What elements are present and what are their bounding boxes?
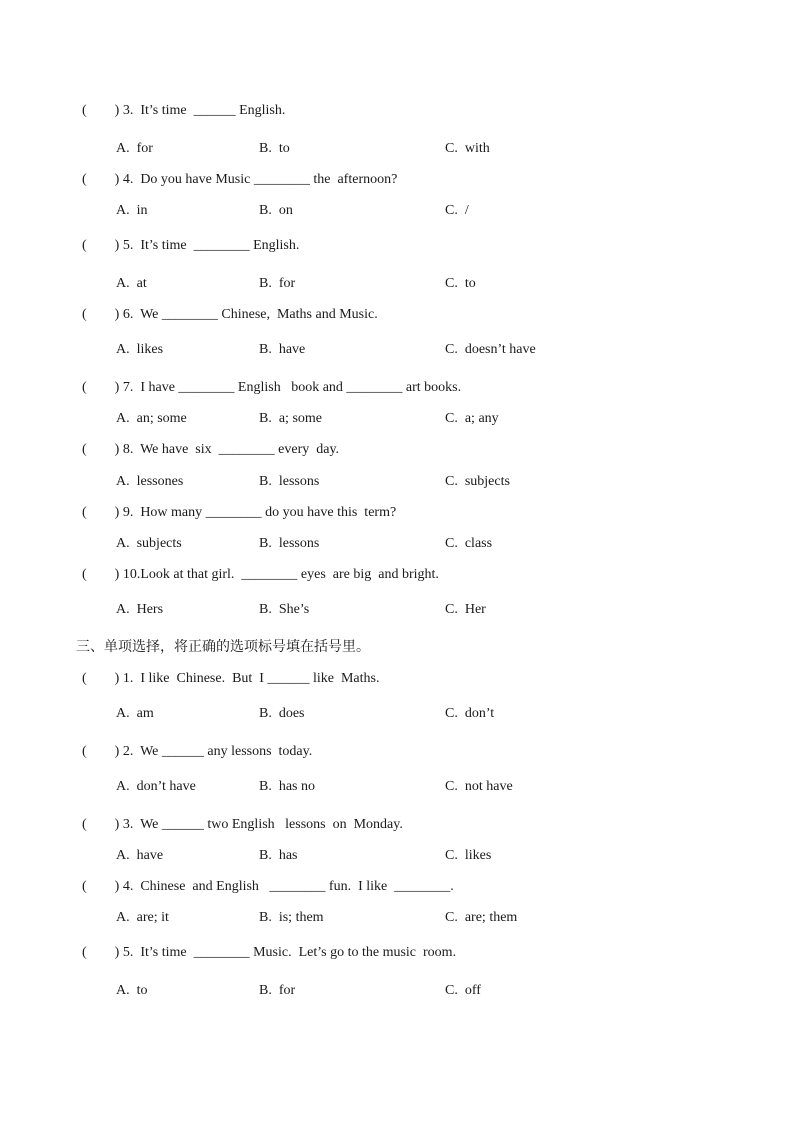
option-a: A. don’t have: [116, 779, 196, 794]
option-b: B. lessons: [259, 474, 320, 489]
question-stem: ( ) 3. We ______ two English lessons on Monday.: [82, 817, 403, 832]
option-a: A. subjects: [116, 536, 182, 551]
option-c: C. are; them: [445, 910, 518, 925]
question-stem: ( ) 5. It’s time ________ Music. Let’s go to the music room.: [82, 945, 457, 960]
option-b: B. to: [259, 141, 290, 156]
option-a: A. for: [116, 141, 153, 156]
option-c: C. subjects: [445, 474, 510, 489]
option-c: C. /: [445, 203, 469, 218]
question-stem: ( ) 4. Chinese and English ________ fun. I like ________.: [82, 879, 454, 894]
option-a: A. have: [116, 848, 164, 863]
option-a: A. in: [116, 203, 148, 218]
option-c: C. with: [445, 141, 490, 156]
option-c: C. off: [445, 983, 481, 998]
option-c: C. doesn’t have: [445, 342, 536, 357]
question-stem: ( ) 5. It’s time ________ English.: [82, 238, 300, 253]
question-stem: ( ) 8. We have six ________ every day.: [82, 442, 340, 457]
option-c: C. don’t: [445, 706, 495, 721]
option-a: A. to: [116, 983, 148, 998]
question-stem: ( ) 10.Look at that girl. ________ eyes are big and bright.: [82, 567, 439, 582]
question-stem: ( ) 6. We ________ Chinese, Maths and Music.: [82, 307, 378, 322]
option-b: B. She’s: [259, 602, 310, 617]
option-a: A. are; it: [116, 910, 169, 925]
option-a: A. lessones: [116, 474, 184, 489]
question-stem: ( ) 1. I like Chinese. But I ______ like Maths.: [82, 671, 380, 686]
option-c: C. class: [445, 536, 493, 551]
option-a: A. an; some: [116, 411, 187, 426]
option-b: B. have: [259, 342, 306, 357]
option-c: C. likes: [445, 848, 492, 863]
section-title: 三、单项选择，将正确的选项标号填在括号里。: [76, 639, 370, 655]
question-stem: ( ) 3. It’s time ______ English.: [82, 103, 286, 118]
option-c: C. to: [445, 276, 476, 291]
question-stem: ( ) 4. Do you have Music ________ the afternoon?: [82, 172, 398, 187]
question-stem: ( ) 2. We ______ any lessons today.: [82, 744, 313, 759]
option-b: B. is; them: [259, 910, 324, 925]
option-c: C. Her: [445, 602, 486, 617]
option-b: B. a; some: [259, 411, 322, 426]
option-c: C. a; any: [445, 411, 499, 426]
question-stem: ( ) 9. How many ________ do you have this term?: [82, 505, 397, 520]
option-b: B. on: [259, 203, 293, 218]
option-a: A. likes: [116, 342, 164, 357]
option-b: B. does: [259, 706, 305, 721]
option-c: C. not have: [445, 779, 513, 794]
option-a: A. Hers: [116, 602, 164, 617]
option-b: B. for: [259, 983, 296, 998]
option-b: B. has no: [259, 779, 315, 794]
question-stem: ( ) 7. I have ________ English book and ________ art books.: [82, 380, 462, 395]
option-b: B. has: [259, 848, 298, 863]
option-a: A. at: [116, 276, 147, 291]
option-a: A. am: [116, 706, 154, 721]
option-b: B. lessons: [259, 536, 320, 551]
option-b: B. for: [259, 276, 296, 291]
